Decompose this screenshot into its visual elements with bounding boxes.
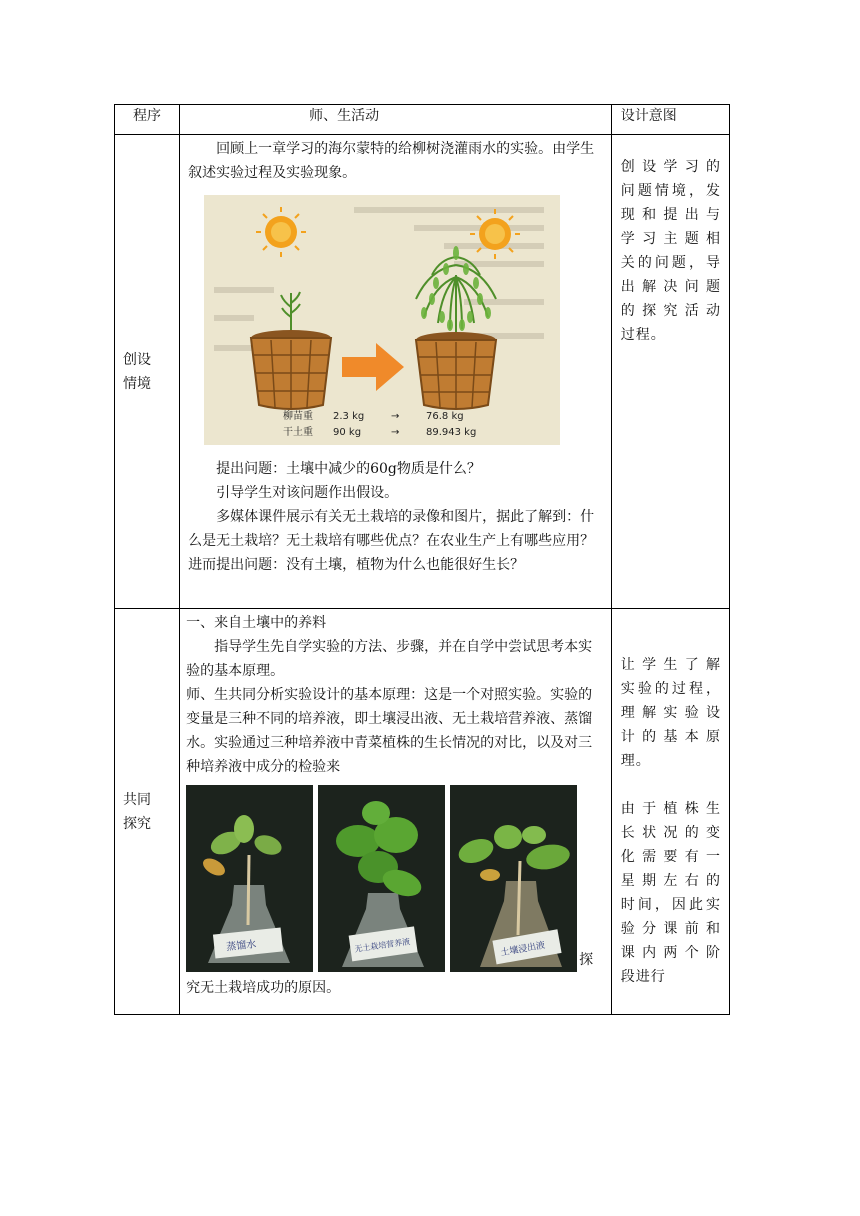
intent-line: 长状况的变: [620, 825, 721, 841]
intent-line: 关的问题，导: [620, 255, 721, 271]
activity-paragraph: 多媒体课件展示有关无土栽培的录像和图片，据此了解到：什么是无土栽培？无土栽培有哪些优点？在农业生产上有哪些应用？进而提出问题：没有土壤，植物为什么也能很好生长？: [188, 509, 595, 573]
activity-paragraph: 引导学生对该问题作出假设。: [216, 485, 399, 501]
activity-paragraph: 究无土栽培成功的原因。: [186, 980, 341, 996]
flask-photo: [450, 785, 577, 972]
lesson-plan-table: [114, 104, 730, 1015]
soil-before: 90 kg: [333, 427, 362, 438]
willow-experiment-illustration: [204, 195, 560, 445]
intent-line: 星期左右的: [620, 873, 721, 889]
header-intent: 设计意图: [611, 105, 729, 135]
header-program: 程序: [115, 105, 180, 135]
activity-cell: [180, 135, 612, 609]
label-soil: 干土重: [283, 427, 314, 438]
flask-photo: [318, 785, 445, 972]
program-cell: [115, 135, 180, 609]
intent-line: 学习主题相: [620, 231, 721, 247]
pot-icon: [416, 332, 496, 409]
arrow-text: →: [391, 427, 400, 438]
program-line: 共同: [123, 791, 151, 808]
intent-line: 由于植株生: [620, 801, 721, 817]
intent-line: 理解实验设: [620, 705, 721, 721]
header-row: [115, 105, 730, 135]
intent-line: 实验的过程，: [620, 681, 721, 697]
program-line: 情境: [123, 375, 151, 392]
intent-line: 现和提出与: [620, 207, 721, 223]
activity-paragraph: 指导学生先自学实验的方法、步骤，并在自学中尝试思考本实验的基本原理。: [186, 639, 593, 679]
intent-line: 让学生了解: [620, 657, 721, 673]
table-row: [115, 609, 730, 1015]
flask-photo: [186, 785, 313, 972]
intent-cell: [611, 135, 729, 609]
activity-text-fragment: 探: [579, 952, 594, 968]
intent-line: 课内两个阶: [620, 945, 721, 961]
program-cell: [115, 609, 180, 1015]
intent-line: 创设学习的: [620, 159, 721, 175]
section-heading: 一、来自土壤中的养料: [186, 615, 327, 631]
activity-paragraph: 提出问题：土壤中减少的60g物质是什么？: [216, 461, 481, 477]
activity-cell: [180, 609, 612, 1015]
flask-label: 无土栽培营养液: [354, 937, 411, 954]
intent-cell: [611, 609, 729, 1015]
willow-experiment-drawing: [204, 195, 560, 445]
intent-line: 过程。: [620, 327, 666, 343]
intent-line: 出解决问题: [620, 279, 721, 295]
intent-line: 化需要有一: [620, 849, 721, 865]
flask-label: 蒸馏水: [225, 939, 257, 954]
flask-label: 土壤浸出液: [499, 940, 547, 959]
soil-after: 89.943 kg: [426, 427, 477, 438]
flask-photos: [186, 785, 603, 972]
intent-line: 的探究活动: [620, 303, 721, 319]
intent-line: 问题情境，发: [620, 183, 721, 199]
program-line: 探究: [123, 815, 151, 832]
program-line: 创设: [123, 351, 151, 368]
intent-line: 段进行: [620, 969, 666, 985]
seedling-before: 2.3 kg: [333, 411, 365, 422]
intent-line: 时间，因此实: [620, 897, 721, 913]
intent-line: 计的基本原: [620, 729, 721, 745]
intent-line: 理。: [620, 753, 651, 769]
label-seedling: 柳苗重: [283, 411, 314, 422]
header-activity: 师、生活动: [180, 105, 612, 135]
seedling-after: 76.8 kg: [426, 411, 464, 422]
arrow-text: →: [391, 411, 400, 422]
activity-paragraph: 师、生共同分析实验设计的基本原理：这是一个对照实验。实验的变量是三种不同的培养液，即土壤浸出液、无土栽培营养液、蒸馏水。实验通过三种培养液中青菜植株的生长情况的对比，以及对三种培养液中成分的检验来: [186, 687, 593, 775]
activity-paragraph: 回顾上一章学习的海尔蒙特的给柳树浇灌雨水的实验。由学生叙述实验过程及实验现象。: [188, 141, 595, 181]
table-row: [115, 135, 730, 609]
pot-icon: [251, 330, 331, 409]
intent-line: 验分课前和: [620, 921, 721, 937]
